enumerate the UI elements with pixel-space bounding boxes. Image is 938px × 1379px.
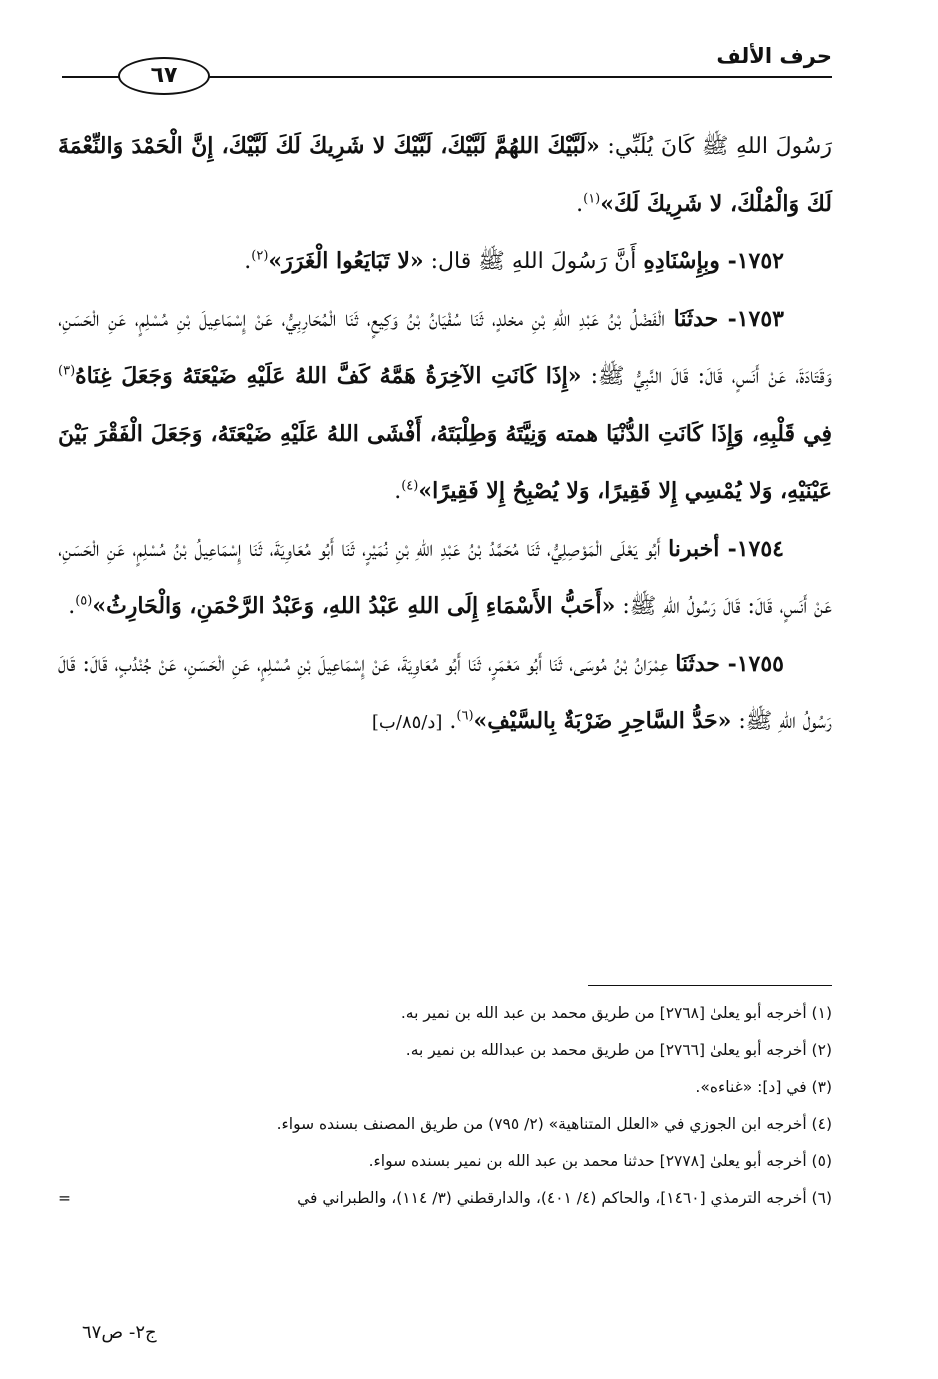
footnote-3: (٣) في [د]: «غناءه».: [695, 1078, 832, 1096]
hadith-text: «أَحَبُّ الأَسْمَاءِ إِلَى اللهِ عَبْدُ اللهِ، وَعَبْدُ الرَّحْمَنِ، وَالْحَارِثُ»: [92, 593, 616, 619]
footnote-ref[interactable]: (٥): [75, 593, 93, 609]
entry-lead: وبِإِسْنَادِهِ: [643, 248, 720, 274]
footnote-2: (٢) أخرجه أبو يعلىٰ [٢٧٦٦] من طريق محمد بن عبدالله بن نمير به.: [405, 1041, 832, 1059]
entry-chain: الْفَضْلُ بْنُ عَبْدِ اللهِ بْنِ مخلدٍ، ثَنَا سُفْيَانُ بْنُ وَكِيعٍ، ثَنَا الْمُحَارِبِيُّ، عَنْ إِسْمَاعِيلَ بْنِ مُسْلِمٍ، عَنِ الْحَسَنِ، وَقَتَادَةَ، عَنْ أَنَسٍ، قَالَ: قَالَ النَّبِيُّ ﷺ:: [58, 306, 832, 389]
entry-tail: .: [576, 191, 584, 217]
entry-continuation: [58, 118, 832, 233]
hadith-text-continued: فِي قَلْبِهِ، وَإِذَا كَانَتِ الدُّنْيَا همته وَنِيَّتَهُ وَطِلْبَتَهُ، أَفْشَى اللهُ عَلَيْهِ ضَيْعَتَهُ، وَجَعَلَ الْفَقْرَ بَيْنَ عَيْنَيْهِ، وَلا يُمْسِي إِلا فَقِيرًا، وَلا يُصْبِحُ إِلا فَقِيرًا»: [58, 420, 832, 504]
hadith-text: «لا تَبَايَعُوا الْغَرَرَ»: [268, 248, 424, 274]
chapter-title: حرف الألف: [716, 44, 832, 68]
entry-tail: .: [68, 594, 76, 619]
entry-tail: .: [394, 479, 402, 504]
footnote-ref[interactable]: (٣): [58, 363, 76, 379]
entry-chain: أَنَّ رَسُولَ اللهِ ﷺ قال:: [423, 249, 644, 274]
entry-number: ١٧٥٢-: [719, 248, 784, 274]
entry-1754: [58, 521, 832, 636]
entry-lead: حدثَنَا: [675, 650, 720, 677]
main-text: [58, 118, 832, 752]
footnote-6: [58, 1180, 832, 1217]
entry-chain: رَسُولَ اللهِ ﷺ كَانَ يُلَبِّي:: [599, 134, 832, 159]
entry-number: ١٧٥٥-: [719, 650, 784, 677]
entry-lead: حدثَنَا: [673, 305, 719, 332]
entry-lead: أخبرنا: [668, 535, 720, 562]
manuscript-folio-tag: [د/٨٥/ب]: [371, 712, 443, 733]
footnotes: [58, 995, 832, 1217]
entry-tail: .: [244, 249, 252, 274]
footnote-6-text: (٦) أخرجه الترمذي [١٤٦٠]، والحاكم (٤/ ٤٠١)، والدارقطني (٣/ ١١٤)، والطبراني في: [297, 1189, 832, 1207]
entry-1752: [58, 233, 832, 291]
entry-tail: .: [442, 709, 457, 734]
entry-chain: عِمْرَانُ بْنُ مُوسَى، ثَنَا أَبُو مَعْمَرٍ، ثَنَا أَبُو مُعَاوِيَةَ، عَنْ إِسْمَاعِيلَ بْنِ مُسْلِمٍ، عَنِ الْحَسَنِ، عَنْ جُنْدُبٍ، قَالَ: قَالَ رَسُولُ اللهِ ﷺ:: [58, 651, 832, 734]
footnote-5: (٥) أخرجه أبو يعلىٰ [٢٧٧٨] حدثنا محمد بن عبد الله بن نمير بسنده سواء.: [368, 1152, 832, 1170]
footnote-continuation-mark: =: [58, 1189, 71, 1207]
entry-number: ١٧٥٤-: [719, 535, 784, 562]
footnote-1: (١) أخرجه أبو يعلىٰ [٢٧٦٨] من طريق محمد بن عبد الله بن نمير به.: [400, 1004, 832, 1022]
footnote-ref[interactable]: (٤): [401, 478, 419, 494]
hadith-text: «إِذَا كَانَتِ الآخِرَةُ هَمَّهُ كَفَّ اللهُ عَلَيْهِ ضَيْعَتَهُ وَجَعَلَ غِنَاهُ: [75, 363, 582, 389]
hadith-text: «لَبَّيْكَ اللهُمَّ لَبَّيْكَ، لَبَّيْكَ لا شَرِيكَ لَكَ لَبَّيْكَ، إِنَّ الْحَمْدَ وَالنِّعْمَةَ لَكَ وَالْمُلْكَ، لا شَرِيكَ لَكَ»: [58, 133, 832, 217]
footnote-ref[interactable]: (٢): [251, 248, 269, 264]
hadith-text: «حَدُّ السَّاحِرِ ضَرْبَةٌ بِالسَّيْفِ»: [473, 708, 732, 734]
entry-1755: [58, 636, 832, 752]
footnote-separator: [588, 985, 832, 986]
page-header: [62, 38, 832, 94]
page-footer: ج٢- ص٦٧: [82, 1322, 157, 1343]
entry-chain: أَبُو يَعْلَى الْمَوْصِلِيُّ، ثَنَا مُحَمَّدُ بْنُ عَبْدِ اللهِ بْنِ نُمَيْرٍ، ثَنَا أَبُو مُعَاوِيَةَ، ثَنَا إِسْمَاعِيلُ بْنُ مُسْلِمٍ، عَنِ الْحَسَنِ، عَنْ أَنَسٍ، قَالَ: قَالَ رَسُولُ اللهِ ﷺ:: [58, 536, 832, 619]
entry-1753: [58, 291, 832, 521]
entry-number: ١٧٥٣-: [718, 305, 784, 332]
page-number: ٦٧: [118, 57, 210, 95]
footnote-ref[interactable]: (١): [583, 191, 601, 207]
footnote-4: (٤) أخرجه ابن الجوزي في «العلل المتناهية» (٢/ ٧٩٥) من طريق المصنف بسنده سواء.: [276, 1115, 832, 1133]
footnote-ref[interactable]: (٦): [456, 708, 474, 724]
